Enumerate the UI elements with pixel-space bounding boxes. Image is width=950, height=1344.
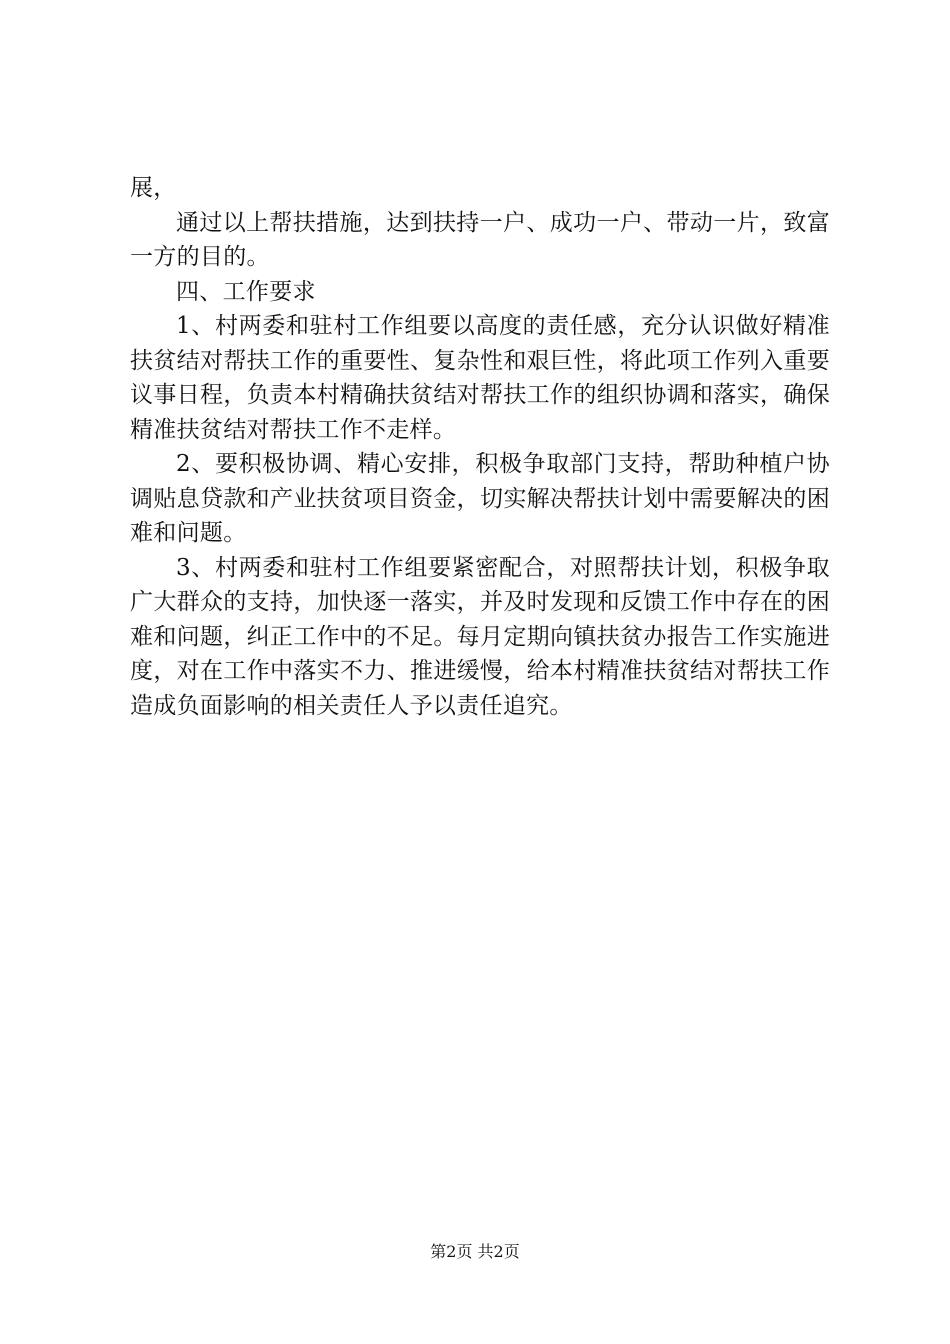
paragraph-continuation: 展， <box>130 175 177 201</box>
page-footer <box>0 1242 950 1262</box>
paragraph-summary: 通过以上帮扶措施，达到扶持一户、成功一户、带动一片，致富一方的目的。 <box>130 209 830 270</box>
paragraph-requirement-3: 3、村两委和驻村工作组要紧密配合，对照帮扶计划，积极争取广大群众的支持，加快逐一落实，并及时发现和反馈工作中存在的困难和问题，纠正工作中的不足。每月定期向镇扶贫办报告工作实施进度，对在工作中落实不力、推进缓慢，给本村精准扶贫结对帮扶工作造成负面影响的相关责任人予以责任追究。 <box>130 554 830 719</box>
page-number: 第2页 共2页 <box>430 1242 520 1261</box>
section-heading-work-requirements: 四、工作要求 <box>176 278 316 305</box>
paragraph-requirement-2: 2、要积极协调、精心安排，积极争取部门支持，帮助种植户协调贴息贷款和产业扶贫项目资金，切实解决帮扶计划中需要解决的困难和问题。 <box>130 451 830 546</box>
document-body <box>130 171 830 723</box>
paragraph-requirement-1: 1、村两委和驻村工作组要以高度的责任感，充分认识做好精准扶贫结对帮扶工作的重要性、复杂性和艰巨性，将此项工作列入重要议事日程，负责本村精确扶贫结对帮扶工作的组织协调和落实，确保精准扶贫结对帮扶工作不走样。 <box>130 313 830 443</box>
